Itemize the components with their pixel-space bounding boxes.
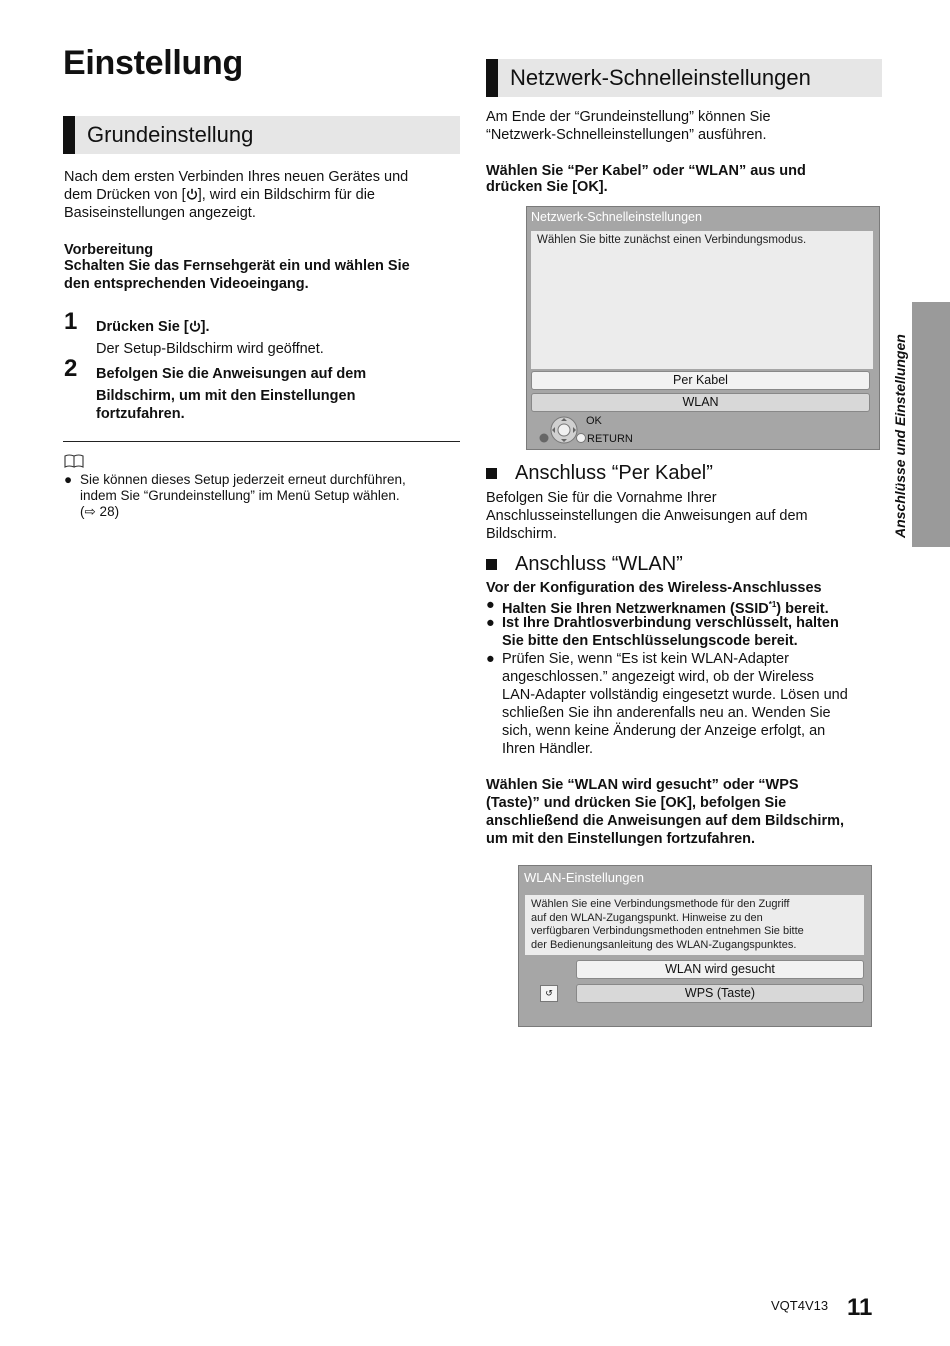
page-title: Einstellung [63,44,243,82]
step2-line: Bildschirm, um mit den Einstellungen [96,388,356,404]
section-header-grundeinstellung [63,116,460,154]
bullet-dot: ● [486,651,495,667]
message-line: Wählen Sie eine Verbindungsmethode für den Zugriff [531,898,790,910]
bullet-line: Ist Ihre Drahtlosverbindung verschlüsselt, halten [502,615,839,631]
power-icon [189,320,201,332]
bullet-item [486,596,881,617]
page-number: 11 [847,1294,873,1321]
step-number: 2 [64,355,78,382]
subsection-title: Anschluss “Per Kabel” [515,462,713,484]
intro-line: “Netzwerk-Schnelleinstellungen” ausführen. [486,127,767,143]
intro-text: dem Drücken von [ [64,187,186,203]
bullet-item [486,650,886,758]
final-line: anschließend die Anweisungen auf dem Bildschirm, [486,813,845,829]
paragraph-line: Bildschirm. [486,526,557,542]
instruction-line: drücken Sie [OK]. [486,179,608,195]
paragraph-line: Befolgen Sie für die Vornahme Ihrer [486,490,717,506]
bullet-line: Ihren Händler. [502,741,594,757]
side-tab-label: Anschlüsse und Einstellungen [892,334,908,538]
paragraph-line: Anschlusseinstellungen die Anweisungen auf dem [486,508,808,524]
bullet-line: angeschlossen.” angezeigt wird, ob der Wireless [502,669,814,685]
section-header-netzwerk [486,59,882,97]
divider [63,441,460,442]
bullet-text [502,650,848,758]
note-line: indem Sie “Grundeinstellung” im Menü Setup wählen. [80,488,400,503]
note-text [80,472,406,520]
power-icon [186,188,198,200]
model-code: VQT4V13 [771,1298,829,1313]
step2-line: fortzufahren. [96,406,185,422]
final-line: Wählen Sie “WLAN wird gesucht” oder “WPS [486,777,799,793]
bullet-line: schließen Sie ihn anderenfalls neu an. Wenden Sie [502,705,831,721]
step1-text [96,318,210,336]
bullet-dot: ● [486,615,495,631]
screen-message [525,895,864,955]
wlan-settings-screen [518,865,872,1027]
bullet-line: sich, wenn keine Änderung der Anzeige erfolgt, an [502,723,826,739]
side-tab [912,302,950,547]
bullet-dot: ● [486,597,495,613]
wps-button[interactable]: WPS (Taste) [576,984,864,1003]
remote-dpad-icon [537,415,587,445]
section-bar [63,116,75,154]
return-label: RETURN [587,433,633,445]
intro-text: ], wird ein Bildschirm für die [197,187,375,203]
step1-subtext: Der Setup-Bildschirm wird geöffnet. [96,341,324,357]
subsection-wlan [486,553,683,576]
instruction-line: Wählen Sie “Per Kabel” oder “WLAN” aus und [486,163,806,179]
bullet-dot: ● [64,472,73,487]
step2-line: Befolgen Sie die Anweisungen auf dem [96,366,367,382]
note-line: (⇨ 28) [80,504,120,519]
intro-line [64,186,375,204]
prep-label: Vorbereitung [64,242,154,258]
ok-label: OK [586,415,602,427]
book-note-icon [64,454,84,468]
lead-line: Vor der Konfiguration des Wireless-Anschlusses [486,580,822,596]
final-line: (Taste)” und drücken Sie [OK], befolgen Sie [486,795,787,811]
section-title: Netzwerk-Schnelleinstellungen [510,65,811,90]
message-line: der Bedienungsanleitung des WLAN-Zugangspunktes. [531,938,797,951]
footnote-marker: *1 [768,600,777,609]
square-bullet-icon [486,559,497,570]
screen-message: Wählen Sie bitte zunächst einen Verbindungsmodus. [531,231,873,369]
intro-line: Basiseinstellungen angezeigt. [64,205,256,221]
subsection-per-kabel [486,462,713,485]
screen-title: Netzwerk-Schnelleinstellungen [531,210,702,224]
screen-title: WLAN-Einstellungen [524,870,644,885]
bullet-text-b: ) bereit. [776,600,829,617]
network-setup-screen [526,206,880,450]
bullet-item [486,614,881,650]
intro-line: Nach dem ersten Verbinden Ihres neuen Gerätes und [64,169,409,185]
message-line: verfügbaren Verbindungsmethoden entnehmen Sie bitte [531,925,804,937]
prep-line: Schalten Sie das Fernsehgerät ein und wählen Sie [64,258,410,274]
wlan-search-button[interactable]: WLAN wird gesucht [576,960,864,979]
square-bullet-icon [486,468,497,479]
option-wlan-button[interactable]: WLAN [531,393,870,412]
intro-line: Am Ende der “Grundeinstellung” können Sie [486,109,771,125]
section-bar [486,59,498,97]
bullet-text [502,614,839,650]
final-line: um mit den Einstellungen fortzufahren. [486,831,756,847]
bullet-line: LAN-Adapter vollständig eingesetzt wurde. Lösen und [502,687,848,703]
note-item [64,472,454,522]
step1-text-a: Drücken Sie [ [96,319,189,335]
message-line: auf den WLAN-Zugangspunkt. Hinweise zu den [531,911,763,924]
bullet-line: Prüfen Sie, wenn “Es ist kein WLAN-Adapter [502,651,789,667]
step1-text-b: ]. [200,319,210,335]
step-number: 1 [64,308,78,335]
wps-icon: ↺ [540,985,558,1002]
note-line: Sie können dieses Setup jederzeit erneut durchführen, [80,472,406,487]
bullet-text-a: Halten Sie Ihren Netzwerknamen (SSID [502,600,769,617]
option-per-kabel-button[interactable]: Per Kabel [531,371,870,390]
prep-line: den entsprechenden Videoeingang. [64,276,309,292]
section-title: Grundeinstellung [87,122,254,147]
subsection-title: Anschluss “WLAN” [515,553,683,575]
bullet-line: Sie bitte den Entschlüsselungscode bereit. [502,633,798,649]
